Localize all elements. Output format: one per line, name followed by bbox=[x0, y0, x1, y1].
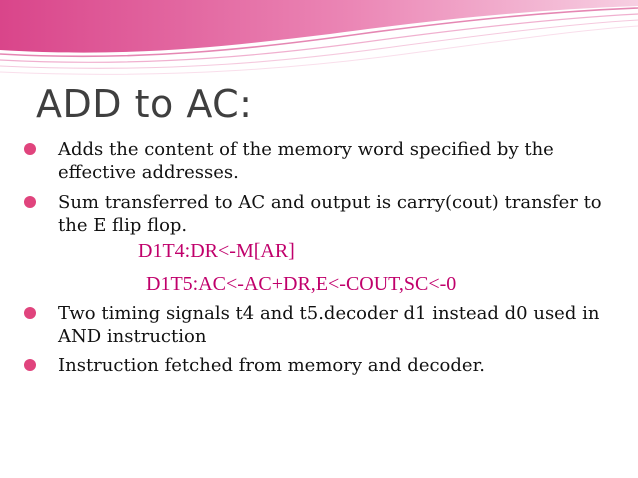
bullet-text: Sum transferred to AC and output is carry(cout) transfer to the E flip flop. bbox=[58, 192, 602, 236]
slide-title: ADD to AC: bbox=[36, 82, 253, 126]
bullet-item bbox=[20, 354, 620, 377]
micro-operation-line: D1T5:AC<-AC+DR,E<-COUT,SC<-0 bbox=[146, 273, 457, 295]
bullet-dot-icon bbox=[24, 143, 36, 155]
bullet-dot-icon bbox=[24, 307, 36, 319]
bullet-text: Instruction fetched from memory and decoder. bbox=[58, 355, 485, 376]
micro-operation-line: D1T4:DR<-M[AR] bbox=[138, 240, 295, 262]
slide-content bbox=[20, 138, 620, 377]
bullet-dot-icon bbox=[24, 196, 36, 208]
bullet-item bbox=[20, 191, 620, 237]
bullet-text: Two timing signals t4 and t5.decoder d1 instead d0 used in AND instruction bbox=[58, 303, 600, 347]
header-wave-decoration bbox=[0, 0, 638, 80]
bullet-item bbox=[20, 302, 620, 348]
bullet-text: Adds the content of the memory word specified by the effective addresses. bbox=[58, 139, 554, 183]
bullet-dot-icon bbox=[24, 359, 36, 371]
bullet-item bbox=[20, 138, 620, 184]
